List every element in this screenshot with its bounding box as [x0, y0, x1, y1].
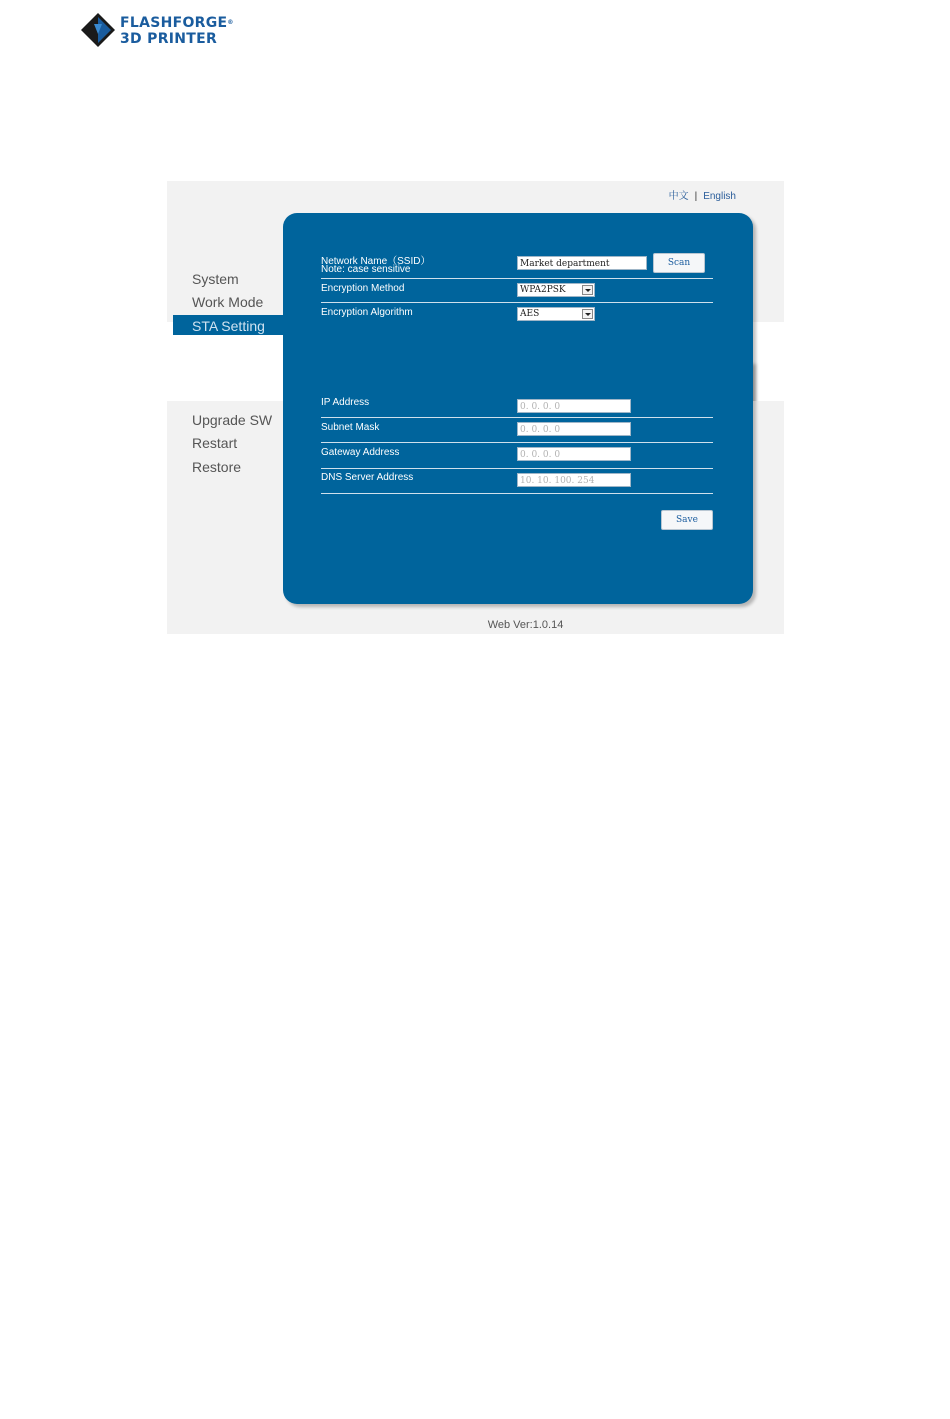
sidebar-item-restart[interactable]: Restart — [192, 435, 238, 451]
dns-input[interactable]: 10. 10. 100. 254 — [517, 473, 631, 487]
lang-english-link[interactable]: English — [703, 191, 736, 202]
sidebar-item-restore[interactable]: Restore — [192, 459, 242, 475]
form-area-bottom — [283, 397, 753, 634]
row-divider — [321, 302, 713, 303]
logo-registered: ® — [227, 19, 234, 26]
dns-label: DNS Server Address — [321, 472, 414, 483]
flashforge-logo — [80, 12, 240, 52]
row-divider — [321, 442, 713, 443]
scan-button[interactable]: Scan — [653, 253, 705, 273]
subnet-label: Subnet Mask — [321, 422, 380, 433]
sidebar-item-upgrade-sw[interactable]: Upgrade SW — [192, 412, 273, 428]
encryption-method-select[interactable] — [517, 283, 595, 297]
encryption-method-label: Encryption Method — [321, 283, 405, 294]
lang-separator: | — [694, 191, 698, 202]
diamond-logo-icon — [80, 12, 116, 48]
form-area-top — [283, 181, 753, 322]
encryption-method-value: WPA2PSK — [520, 285, 566, 295]
web-config-screenshot-top — [167, 181, 784, 334]
row-divider — [321, 493, 713, 494]
ip-label: IP Address — [321, 397, 370, 408]
encryption-algorithm-value: AES — [520, 309, 540, 319]
sidebar-item-sta-setting-label: STA Setting — [192, 318, 265, 334]
gateway-label: Gateway Address — [321, 447, 400, 458]
subnet-input[interactable]: 0. 0. 0. 0 — [517, 422, 631, 436]
encryption-algorithm-select[interactable] — [517, 307, 595, 321]
row-divider — [321, 278, 713, 279]
gateway-input[interactable]: 0. 0. 0. 0 — [517, 447, 631, 461]
logo-line1: FLASHFORGE — [120, 15, 228, 31]
web-version: Web Ver:1.0.14 — [487, 619, 564, 631]
ip-input[interactable]: 0. 0. 0. 0 — [517, 399, 631, 413]
logo-text — [120, 15, 234, 47]
ssid-note: Note: case sensitive — [321, 264, 411, 275]
ssid-label: Network Name（SSID） — [321, 256, 431, 267]
row-divider — [321, 417, 713, 418]
logo-line2: 3D PRINTER — [120, 31, 218, 47]
ssid-input[interactable]: Market department — [517, 256, 647, 270]
sidebar-item-system[interactable]: System — [192, 271, 239, 287]
chevron-down-icon[interactable] — [582, 309, 593, 319]
row-divider — [321, 468, 713, 469]
sidebar-item-work-mode[interactable]: Work Mode — [192, 294, 264, 310]
chevron-down-icon[interactable] — [582, 285, 593, 295]
lang-chinese-link[interactable]: 中文 — [668, 191, 689, 202]
web-config-screenshot-bottom — [167, 397, 784, 634]
encryption-algorithm-label: Encryption Algorithm — [321, 307, 413, 318]
save-button[interactable]: Save — [661, 510, 713, 530]
